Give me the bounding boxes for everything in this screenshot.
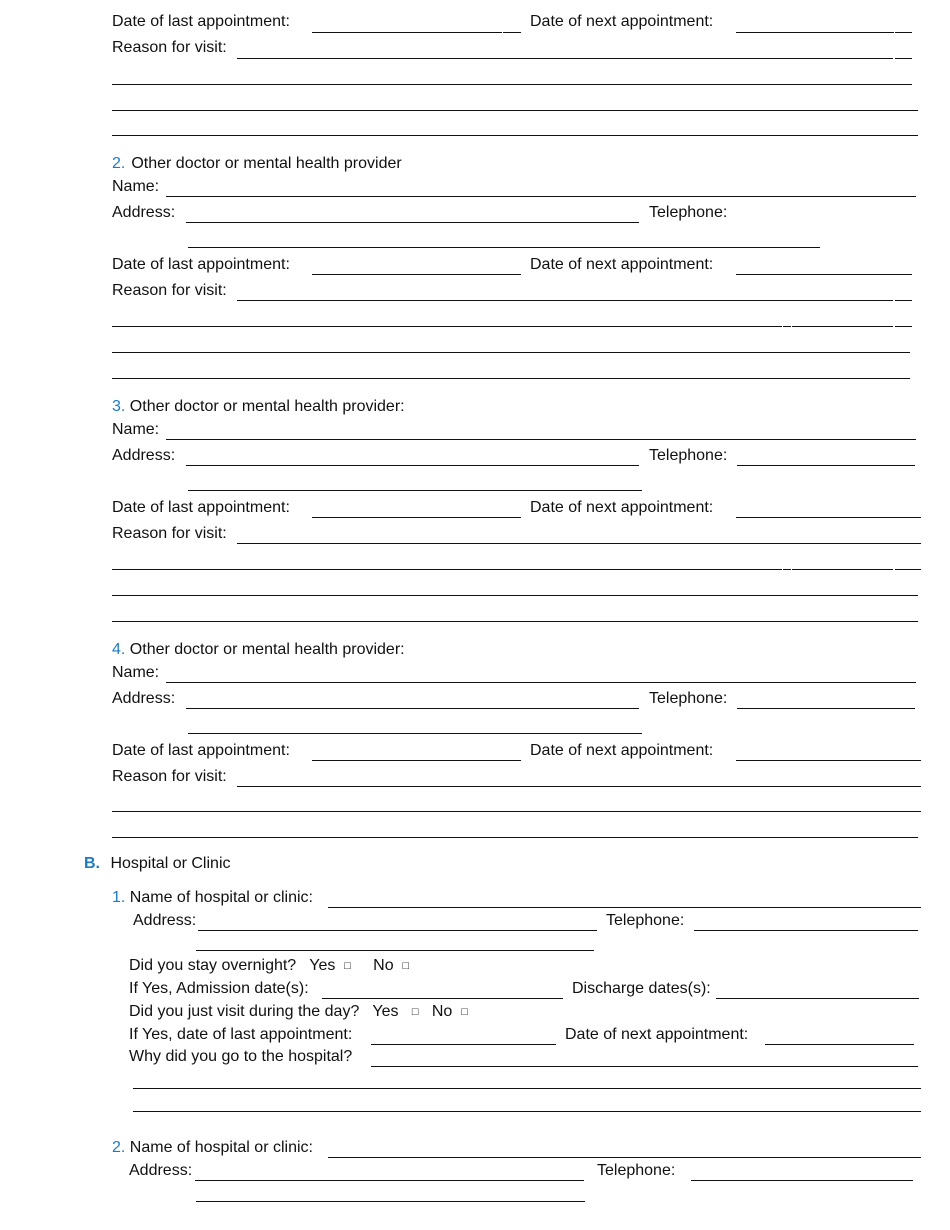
overnight-yes-checkbox[interactable]: □ — [344, 960, 351, 972]
admission-label: If Yes, Admission date(s): — [129, 980, 309, 997]
reason-line[interactable] — [112, 135, 918, 136]
last-appointment-field[interactable] — [371, 1044, 556, 1045]
address-label: Address: — [112, 690, 176, 707]
why-hospital-label: Why did you go to the hospital? — [129, 1048, 353, 1065]
name-field[interactable] — [166, 439, 916, 440]
visit-day-row: Did you just visit during the day? Yes □ No □ — [129, 1003, 468, 1020]
address-field[interactable] — [186, 465, 639, 466]
reason-line[interactable] — [112, 84, 912, 85]
reason-line[interactable] — [112, 621, 918, 622]
reason-label: Reason for visit: — [112, 39, 227, 56]
date-last-field[interactable] — [312, 760, 521, 761]
hospital-telephone-label: Telephone: — [606, 912, 685, 929]
overnight-no-checkbox[interactable]: □ — [402, 960, 410, 972]
if-yes-last-label: If Yes, date of last appointment: — [129, 1026, 353, 1043]
date-next-label: Date of next appointment: — [565, 1026, 749, 1043]
reason-line[interactable] — [112, 811, 921, 812]
date-next-label: Date of next appointment: — [530, 499, 714, 516]
hospital-telephone-field[interactable] — [691, 1180, 913, 1181]
why-hospital-line[interactable] — [133, 1111, 921, 1112]
date-next-field[interactable] — [736, 274, 912, 275]
date-last-field[interactable] — [312, 517, 521, 518]
reason-line[interactable] — [112, 837, 918, 838]
provider-heading-3: 3. Other doctor or mental health provider: — [112, 398, 405, 415]
date-next-field[interactable] — [736, 517, 921, 518]
telephone-label: Telephone: — [649, 204, 728, 221]
why-hospital-field[interactable] — [371, 1066, 918, 1067]
hospital-name-field[interactable] — [328, 907, 921, 908]
date-last-label: Date of last appointment: — [112, 13, 290, 30]
date-last-label: Date of last appointment: — [112, 499, 290, 516]
section-b-heading: B. Hospital or Clinic — [84, 855, 231, 872]
date-next-label: Date of next appointment: — [530, 13, 714, 30]
address-line-2[interactable] — [188, 247, 820, 248]
reason-field[interactable] — [237, 300, 893, 301]
hospital-telephone-label: Telephone: — [597, 1162, 676, 1179]
reason-field[interactable] — [237, 58, 893, 59]
reason-line[interactable] — [112, 110, 918, 111]
name-field[interactable] — [166, 682, 916, 683]
date-last-label: Date of last appointment: — [112, 742, 290, 759]
hospital-address-line-2[interactable] — [196, 950, 594, 951]
date-last-label: Date of last appointment: — [112, 256, 290, 273]
address-label: Address: — [112, 204, 176, 221]
reason-label: Reason for visit: — [112, 282, 227, 299]
provider-heading-4: 4. Other doctor or mental health provider: — [112, 641, 405, 658]
name-label: Name: — [112, 178, 160, 195]
hospital-address-label: Address: — [129, 1162, 193, 1179]
date-next-label: Date of next appointment: — [530, 256, 714, 273]
reason-line[interactable] — [112, 326, 782, 327]
next-appointment-field[interactable] — [765, 1044, 914, 1045]
address-line-2[interactable] — [188, 733, 642, 734]
reason-line[interactable] — [112, 595, 918, 596]
visit-day-yes-checkbox[interactable]: □ — [411, 1006, 419, 1018]
hospital-address-field[interactable] — [198, 930, 597, 931]
name-label: Name: — [112, 421, 160, 438]
reason-line[interactable] — [112, 378, 910, 379]
discharge-date-field[interactable] — [716, 998, 919, 999]
address-label: Address: — [112, 447, 176, 464]
reason-line[interactable] — [112, 569, 782, 570]
reason-field[interactable] — [237, 786, 921, 787]
telephone-field[interactable] — [737, 708, 915, 709]
telephone-field[interactable] — [737, 465, 915, 466]
reason-line[interactable] — [112, 352, 910, 353]
name-field[interactable] — [166, 196, 916, 197]
date-last-field[interactable] — [312, 274, 521, 275]
name-label: Name: — [112, 664, 160, 681]
reason-label: Reason for visit: — [112, 768, 227, 785]
date-last-field[interactable] — [312, 32, 502, 33]
discharge-label: Discharge dates(s): — [572, 980, 711, 997]
hospital-address-field[interactable] — [195, 1180, 584, 1181]
reason-field[interactable] — [237, 543, 921, 544]
address-line-2[interactable] — [188, 490, 642, 491]
hospital-address-label: Address: — [133, 912, 197, 929]
stay-overnight-row: Did you stay overnight? Yes □ No □ — [129, 957, 410, 974]
date-next-label: Date of next appointment: — [530, 742, 714, 759]
hospital-address-line-2[interactable] — [196, 1201, 585, 1202]
address-field[interactable] — [186, 222, 639, 223]
why-hospital-line[interactable] — [133, 1088, 921, 1089]
hospital-telephone-field[interactable] — [694, 930, 918, 931]
hospital-name-field[interactable] — [328, 1157, 921, 1158]
hospital-name-label-1: 1. Name of hospital or clinic: — [112, 889, 313, 906]
address-field[interactable] — [186, 708, 639, 709]
visit-day-no-checkbox[interactable]: □ — [461, 1006, 468, 1018]
reason-label: Reason for visit: — [112, 525, 227, 542]
telephone-label: Telephone: — [649, 447, 728, 464]
provider-heading-2: 2. Other doctor or mental health provider — [112, 155, 402, 172]
hospital-name-label-2: 2. Name of hospital or clinic: — [112, 1139, 313, 1156]
admission-date-field[interactable] — [322, 998, 563, 999]
telephone-label: Telephone: — [649, 690, 728, 707]
date-next-field[interactable] — [736, 32, 894, 33]
date-next-field[interactable] — [736, 760, 921, 761]
